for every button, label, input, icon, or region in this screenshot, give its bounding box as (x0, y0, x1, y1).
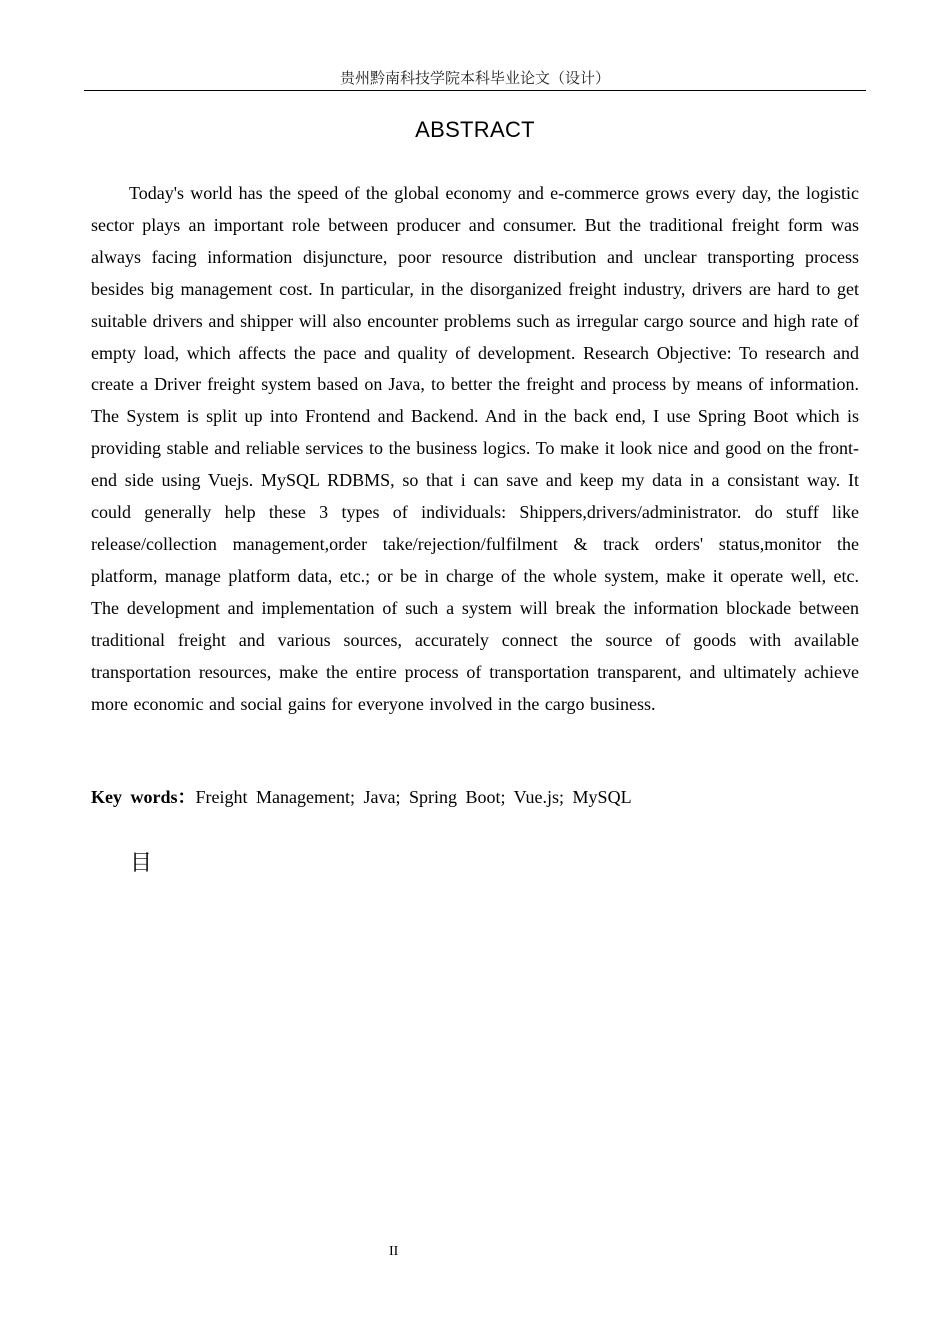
running-header: 贵州黔南科技学院本科毕业论文（设计） (339, 69, 610, 87)
page-number: II (389, 1244, 399, 1259)
keywords-value: Freight Management; Java; Spring Boot; Vue.js; MySQL (195, 787, 632, 807)
toc-heading-fragment: 目 (130, 851, 153, 876)
header-rule (84, 90, 866, 91)
abstract-body: Today's world has the speed of the global economy and e-commerce grows every day, the logistic sector plays an important role between producer and consumer. But the traditional freight form was always facing information disjuncture, poor resource distribution and unclear transporting process besides big management cost. In particular, in the disorganized freight industry, drivers are hard to get suitable drivers and shipper will also encounter problems such as irregular cargo source and high rate of empty load, which affects the pace and quality of development. Research Objective: To research and create a Driver freight system based on Java, to better the freight and process by means of information. The System is split up into Frontend and Backend. And in the back end, I use Spring Boot which is providing stable and reliable services to the business logics. To make it look nice and good on the front-end side using Vuejs. MySQL RDBMS, so that i can save and keep my data in a consistant way. It could generally help these 3 types of individuals: Shippers,drivers/administrator. do stuff like release/collection management,order take/rejection/fulfilment & track orders' status,monitor the platform, manage platform data, etc.; or be in charge of the whole system, make it operate well, etc. The development and implementation of such a system will break the information blockade between traditional freight and various sources, accurately connect the source of goods with available transportation resources, make the entire process of transportation transparent, and ultimately achieve more economic and social gains for everyone involved in the cargo business. (91, 183, 859, 714)
keywords-label: Key words： (91, 787, 196, 807)
keywords-line (91, 784, 632, 810)
abstract-title: ABSTRACT (415, 117, 535, 142)
